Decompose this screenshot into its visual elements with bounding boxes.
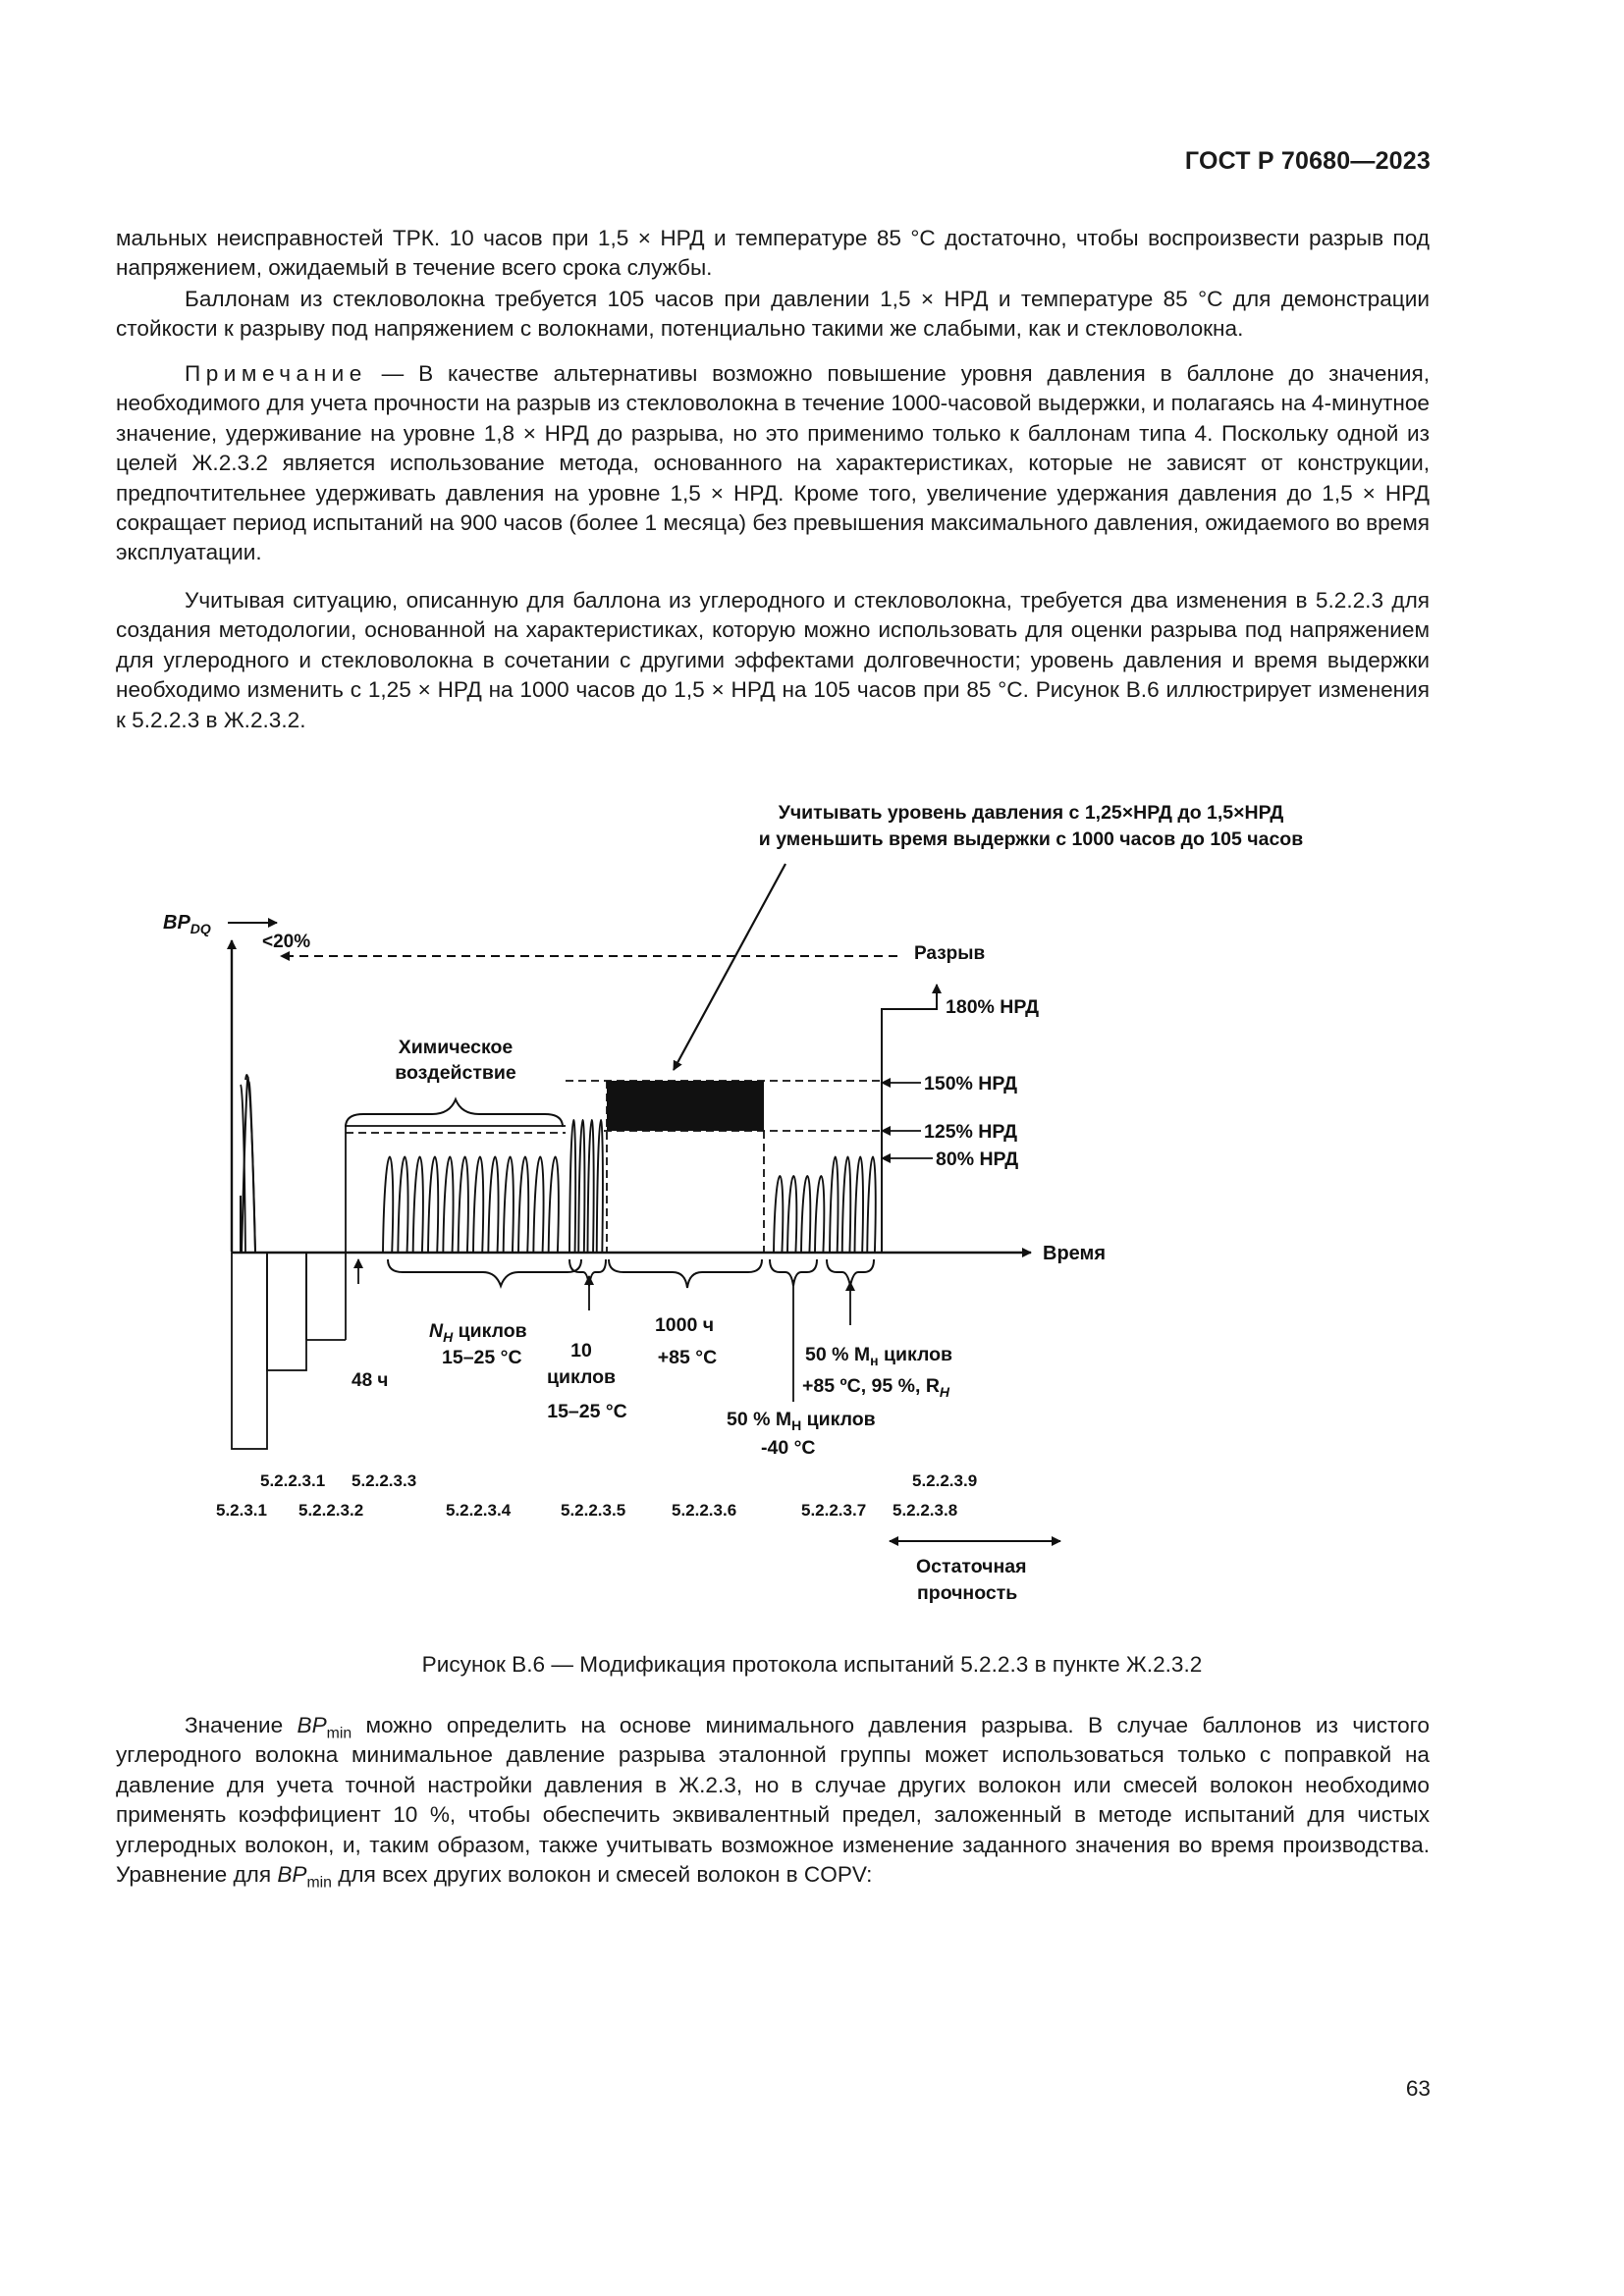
chem-label-2: воздействие <box>395 1062 516 1084</box>
callout-line-1: Учитывать уровень давления с 1,25×НРД до 1,5×НРД <box>778 802 1284 824</box>
sec-52235: 5.2.2.3.5 <box>561 1501 626 1520</box>
label-hot-conditions: +85 ºС, 95 %, $R_Н$ <box>802 1375 950 1400</box>
sec-52238: 5.2.2.3.8 <box>893 1501 958 1520</box>
figure-caption: Рисунок В.6 — Модификация протокола испытаний 5.2.2.3 в пункте Ж.2.3.2 <box>421 1652 1203 1677</box>
lt20-label: <20% <box>262 932 311 952</box>
level-80: 80% НРД <box>936 1148 1019 1170</box>
p4-part-b: можно определить на основе минимального давления разрыва. В случае баллонов из чистого углеродного волокна минимальное давление разрыва эталонной группы может использоваться только с поправкой на давление для учета точной настройки давления в Ж.2.3, но в случае других волокон или смесей волокон необходимо применять коэффициент 10 %, чтобы обеспечить эквивалентный предел, заложенный в методе испытаний для чистых углеродных волокон, и, таким образом, также учитывать возможное изменение заданного значения во время производства. Уравнение для <box>116 1713 1430 1888</box>
brace-1000h <box>609 1259 762 1288</box>
label-85c: +85 °С <box>657 1347 718 1368</box>
paragraph-4 <box>116 1711 1430 1890</box>
chem-brace <box>346 1099 563 1127</box>
callout-line-2: и уменьшить время выдержки с 1000 часов до 105 часов <box>758 828 1304 850</box>
bp-min-sub: min <box>326 1725 352 1742</box>
sec-5231: 5.2.3.1 <box>216 1501 267 1520</box>
label-hot-cycles: 50 % $M_н$ циклов <box>805 1344 952 1368</box>
brace-nh <box>388 1259 581 1286</box>
paragraph-1: мальных неисправностей ТРК. 10 часов при 1,5 × НРД и температуре 85 °С достаточно, чтобы воспроизвести разрыв под напряжением, ожидаемый в течение всего срока службы. <box>116 226 1430 281</box>
note-label: Примечание <box>185 361 367 386</box>
hold-block-1000h <box>607 1081 764 1131</box>
label-nh-temp: 15–25 °С <box>442 1347 522 1368</box>
callout-arrow <box>674 864 785 1070</box>
paragraph-2 <box>116 285 1430 345</box>
page-number: 63 <box>1405 2076 1431 2101</box>
sec-52231: 5.2.2.3.1 <box>260 1471 326 1490</box>
residual-label-2: прочность <box>917 1582 1018 1604</box>
bp-symbol-2: BP <box>277 1862 307 1888</box>
label-nh-cycles: $N_Н$ циклов <box>429 1320 527 1345</box>
label-ten: 10 <box>570 1340 592 1362</box>
bp-dq-label: $BP_{DQ}$ <box>163 912 211 936</box>
label-cold-cycles: 50 % $M_Н$ циклов <box>727 1409 876 1433</box>
paragraph-2-text: Баллонам из стекловолокна требуется 105 часов при давлении 1,5 × НРД и температуре 85 °С для демонстрации стойкости к разрыву под напряжением с волокнами, потенциально такими же слабыми, как и стекловолокна. <box>116 287 1430 342</box>
bp-symbol: BP <box>297 1713 327 1737</box>
bp-min-sub-2: min <box>306 1874 332 1892</box>
sec-52236: 5.2.2.3.6 <box>672 1501 737 1520</box>
paragraph-3-text: Учитывая ситуацию, описанную для баллона из углеродного и стекловолокна, требуется два изменения в 5.2.2.3 для создания методологии, основанной на характеристиках, которую можно использовать для оценки разрыва под напряжением для углеродного и стекловолокна в сочетании с другими эффектами долговечности; уровень давления и время выдержки необходимо изменить с 1,25 × НРД на 1000 часов до 1,5 × НРД на 105 часов при 85 °С. Рисунок В.6 иллюстрирует изменения к 5.2.2.3 в Ж.2.3.2. <box>116 588 1430 732</box>
note-paragraph <box>116 359 1430 568</box>
label-ten-temp: 15–25 °С <box>547 1401 627 1422</box>
section-5231-box <box>232 1253 267 1449</box>
razryv-label: Разрыв <box>914 943 986 964</box>
burst-line <box>882 985 937 1253</box>
label-48h: 48 ч <box>352 1370 389 1391</box>
sec-52233: 5.2.2.3.3 <box>352 1471 417 1490</box>
chem-label-1: Химическое <box>398 1037 514 1058</box>
label-ten-cycles: циклов <box>546 1366 617 1388</box>
p4-part-a: Значение <box>185 1713 298 1737</box>
label-cold-temp: -40 °С <box>761 1437 816 1459</box>
p4-part-c: для всех других волокон и смесей волокон в COPV: <box>331 1862 873 1888</box>
section-52232-box <box>267 1253 306 1370</box>
cycles-ten <box>569 1120 603 1253</box>
sec-52232: 5.2.2.3.2 <box>298 1501 364 1520</box>
cycles-hot <box>830 1157 876 1254</box>
sec-52237: 5.2.2.3.7 <box>801 1501 867 1520</box>
sec-52234: 5.2.2.3.4 <box>446 1501 512 1520</box>
level-180: 180% НРД <box>946 996 1040 1018</box>
time-axis-label: Время <box>1043 1243 1106 1264</box>
figure-test-protocol <box>0 766 1624 1649</box>
paragraph-3 <box>116 586 1430 735</box>
label-1000h: 1000 ч <box>654 1314 715 1336</box>
sec-52239: 5.2.2.3.9 <box>912 1471 978 1490</box>
residual-label-1: Остаточная <box>916 1556 1027 1577</box>
level-125: 125% НРД <box>924 1121 1018 1143</box>
cycles-cold <box>774 1176 824 1253</box>
cycles-ambient <box>383 1157 559 1254</box>
level-150: 150% НРД <box>924 1073 1018 1095</box>
document-id: ГОСТ Р 70680—2023 <box>1184 147 1431 175</box>
note-text: — В качестве альтернативы возможно повышение уровня давления в баллоне до значения, необходимого для учета прочности на разрыв из стекловолокна в течение 1000-часовой выдержки, и полагаясь на 4-минутное значение, удерживание на уровне 1,8 × НРД до разрыва, но это применимо только к баллонам типа 4. Поскольку одной из целей Ж.2.3.2 является использование метода, основанного на характеристиках, которые не зависят от конструкции, предпочтительнее удерживать давления на уровне 1,5 × НРД. Кроме того, увеличение удержания давления до 1,5 × НРД сокращает период испытаний на 900 часов (более 1 месяца) без превышения максимального давления, ожидаемого во время эксплуатации. <box>116 361 1430 565</box>
